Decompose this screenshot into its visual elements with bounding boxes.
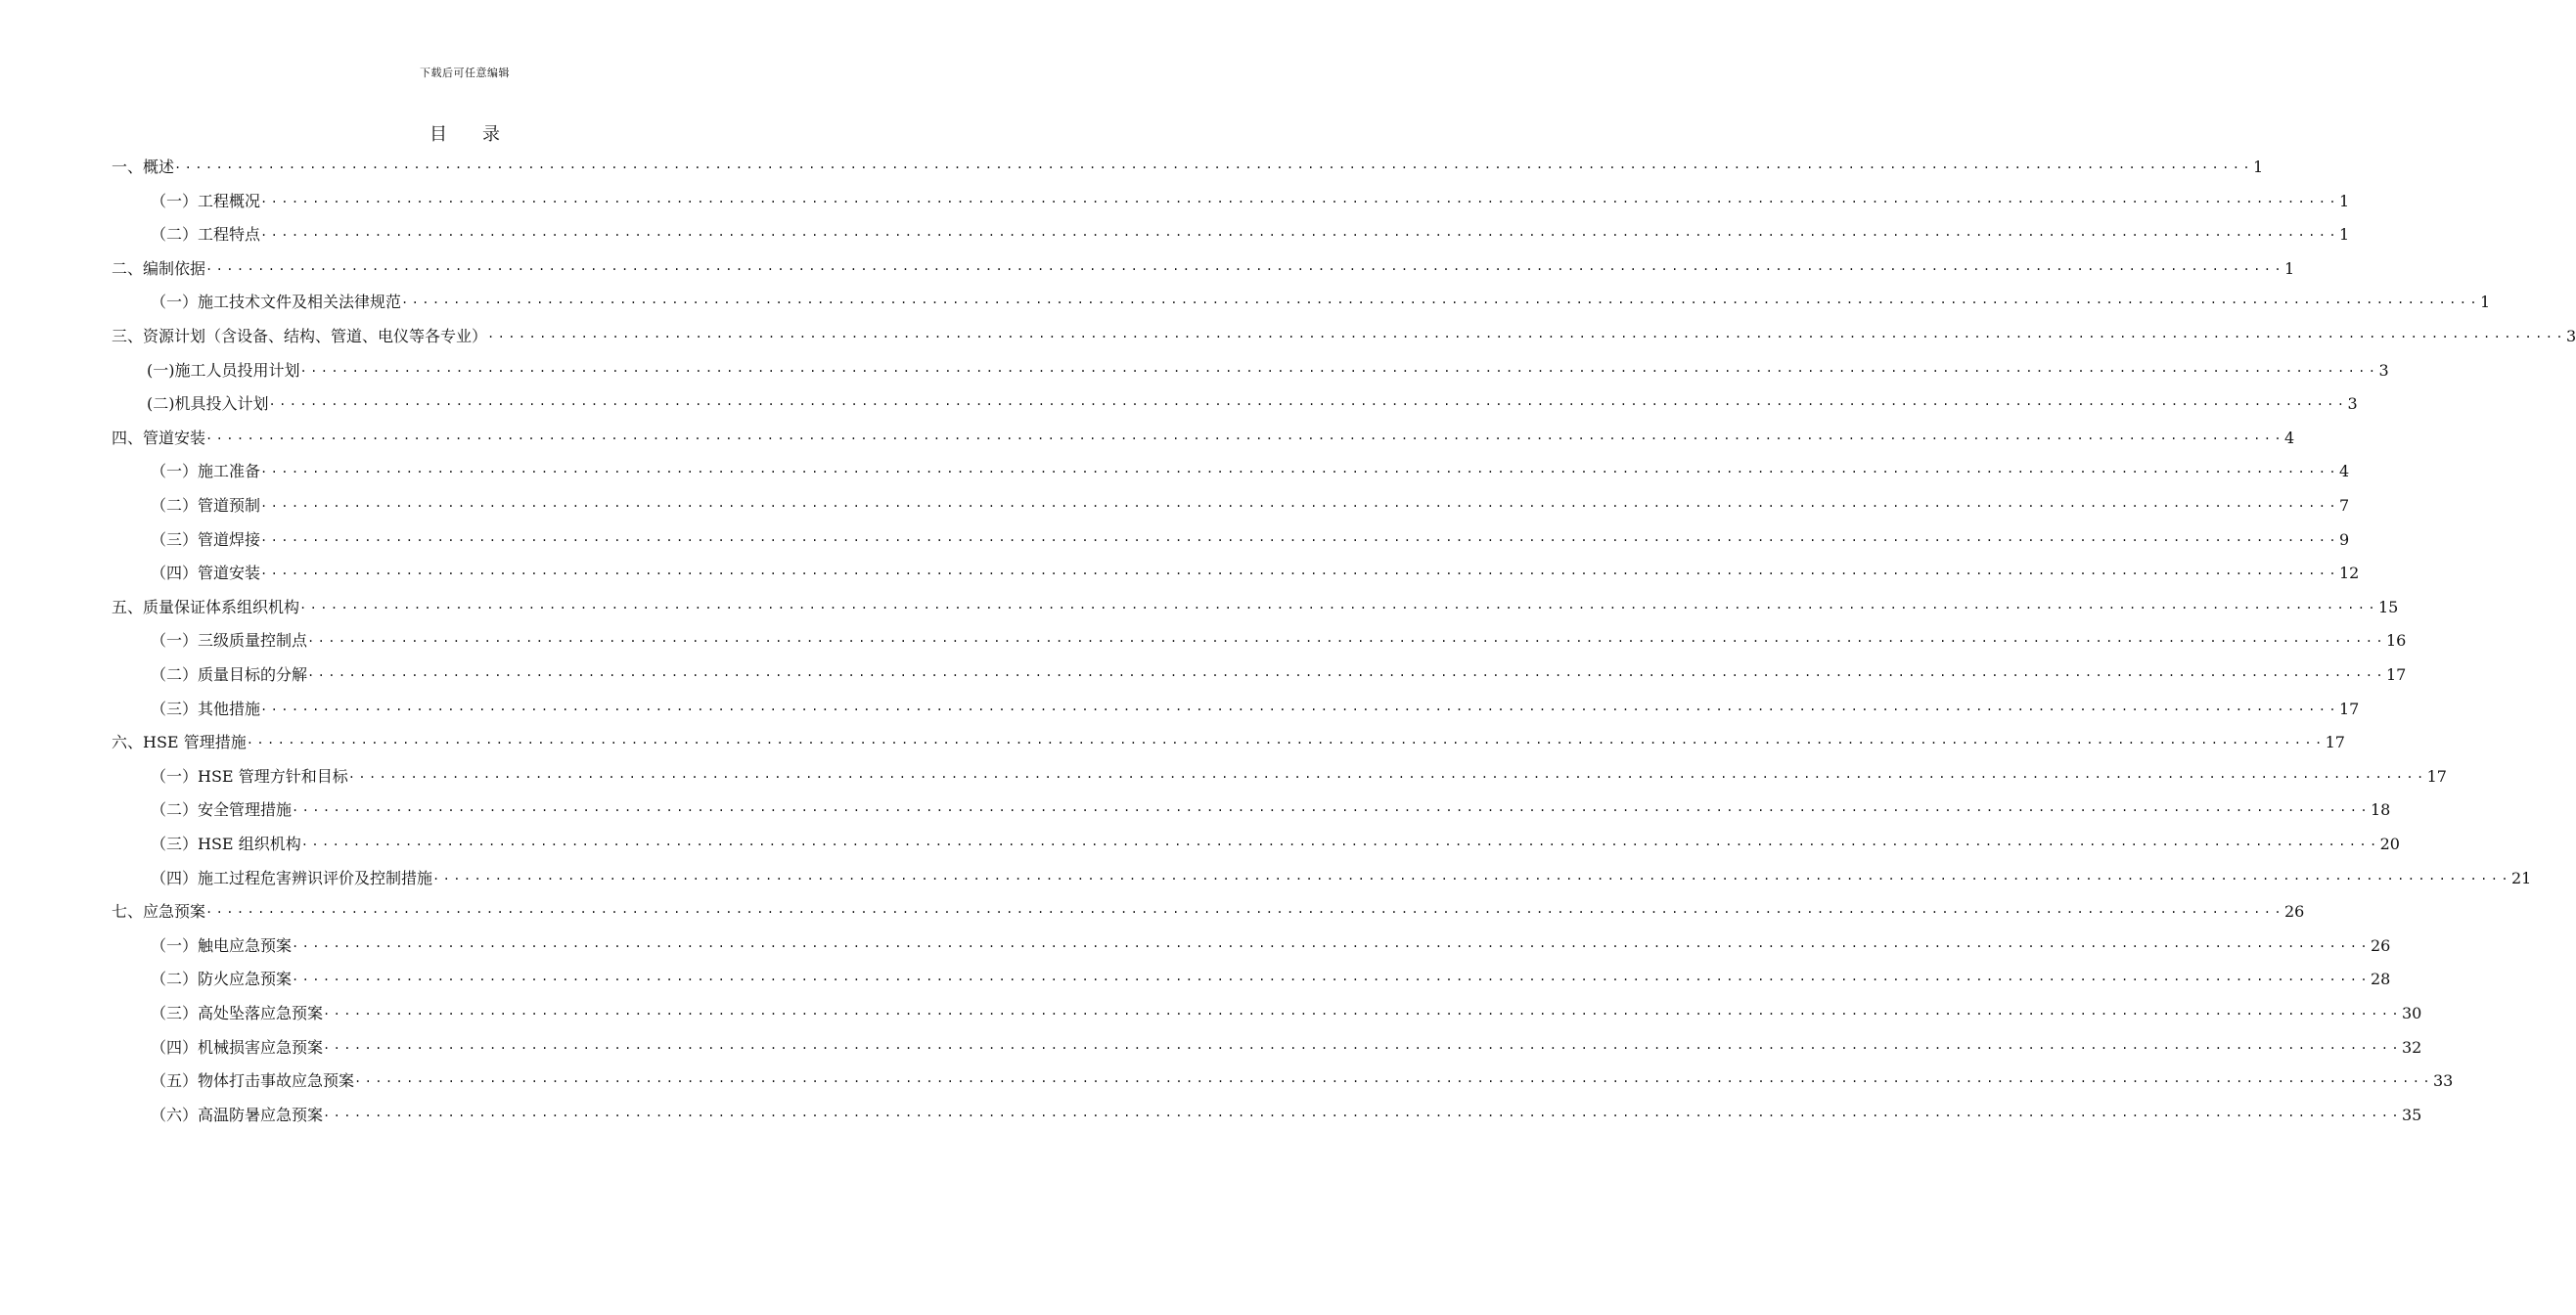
toc-entry[interactable] bbox=[112, 254, 2295, 280]
toc-entry[interactable] bbox=[151, 830, 2400, 855]
toc-entry-page-number: 30 bbox=[2401, 1004, 2422, 1022]
toc-entry-page-number: 26 bbox=[2370, 935, 2391, 955]
toc-dot-leader: ........................................................................................................................................................................................................ bbox=[292, 935, 2371, 950]
toc-entry-number: （四） bbox=[151, 1037, 199, 1057]
toc-entry-title: 施工过程危害辨识评价及控制措施 bbox=[198, 868, 433, 887]
toc-entry-page-number: 3 bbox=[2347, 394, 2358, 414]
page-header-note: 下载后可任意编辑 bbox=[420, 67, 510, 79]
toc-entry[interactable] bbox=[151, 220, 2350, 246]
toc-entry[interactable] bbox=[151, 559, 2360, 584]
toc-entry-title: 施工人员投用计划 bbox=[174, 360, 300, 380]
toc-entry[interactable] bbox=[151, 525, 2350, 551]
toc-dot-leader: ........................................................................................................................................................................................................ bbox=[354, 1071, 2433, 1086]
toc-entry-number: 七、 bbox=[112, 902, 144, 922]
toc-entry-title: 施工准备 bbox=[198, 462, 261, 481]
toc-entry-page-number: 1 bbox=[2252, 158, 2264, 176]
toc-entry[interactable] bbox=[151, 626, 2407, 652]
toc-entry[interactable] bbox=[151, 457, 2350, 482]
toc-dot-leader: ........................................................................................................................................................................................................ bbox=[205, 258, 2284, 273]
toc-entry-page-number: 3 bbox=[2378, 360, 2389, 380]
toc-entry-number: （三） bbox=[151, 529, 199, 549]
toc-entry[interactable] bbox=[112, 728, 2345, 753]
toc-entry-title: 编制依据 bbox=[143, 258, 206, 278]
toc-entry[interactable] bbox=[151, 660, 2407, 686]
toc-entry[interactable] bbox=[151, 1101, 2422, 1126]
toc-entry-page-number: 17 bbox=[2338, 699, 2360, 718]
toc-entry-number: （二） bbox=[151, 225, 199, 245]
toc-entry-title: 机具投入计划 bbox=[174, 394, 269, 414]
toc-entry[interactable] bbox=[151, 695, 2360, 720]
toc-entry-title: 防火应急预案 bbox=[198, 970, 293, 989]
toc-dot-leader: ........................................................................................................................................................................................................ bbox=[323, 1037, 2402, 1052]
toc-dot-leader: ........................................................................................................................................................................................................ bbox=[260, 225, 2339, 240]
toc-title bbox=[0, 120, 929, 146]
toc-entry[interactable] bbox=[112, 322, 2576, 347]
toc-entry-page-number: 16 bbox=[2385, 631, 2407, 651]
toc-entry-number: (二) bbox=[147, 394, 175, 414]
toc-entry-number: （二） bbox=[151, 970, 199, 989]
toc-entry-title: 三级质量控制点 bbox=[198, 631, 308, 651]
toc-entry-number: （二） bbox=[151, 665, 199, 684]
toc-entry[interactable] bbox=[151, 1033, 2422, 1059]
toc-entry-page-number: 4 bbox=[2338, 462, 2350, 481]
toc-entry-number: 六、 bbox=[112, 733, 144, 752]
toc-entry-number: （三） bbox=[151, 699, 199, 718]
toc-entry-page-number: 9 bbox=[2338, 529, 2350, 549]
toc-title-right: 录 bbox=[482, 124, 500, 145]
toc-entry-title: 高温防暑应急预案 bbox=[198, 1105, 324, 1124]
toc-dot-leader: ........................................................................................................................................................................................................ bbox=[174, 158, 2253, 171]
toc-entry-page-number: 28 bbox=[2370, 970, 2391, 989]
toc-entry-title: 工程特点 bbox=[198, 225, 261, 245]
toc-entry-title: 质量目标的分解 bbox=[198, 665, 308, 684]
toc-entry-title: 触电应急预案 bbox=[198, 935, 293, 955]
toc-dot-leader: ........................................................................................................................................................................................................ bbox=[292, 970, 2371, 984]
toc-entry[interactable] bbox=[112, 424, 2295, 449]
toc-dot-leader: ........................................................................................................................................................................................................ bbox=[401, 293, 2480, 307]
toc-entry-title: HSE 管理措施 bbox=[143, 733, 247, 752]
toc-dot-leader: ........................................................................................................................................................................................................ bbox=[246, 733, 2326, 748]
toc-entry-title: HSE 管理方针和目标 bbox=[198, 766, 348, 786]
toc-entry-number: （四） bbox=[151, 868, 199, 887]
toc-entry[interactable] bbox=[151, 864, 2532, 889]
toc-entry-page-number: 3 bbox=[2565, 327, 2576, 345]
toc-entry-title: 质量保证体系组织机构 bbox=[143, 597, 300, 616]
toc-entry-title: 管道焊接 bbox=[198, 529, 261, 549]
toc-entry-page-number: 18 bbox=[2370, 800, 2391, 820]
toc-entry-page-number: 1 bbox=[2283, 258, 2295, 278]
toc-entry-number: 二、 bbox=[112, 258, 144, 278]
toc-entry-page-number: 1 bbox=[2338, 225, 2350, 245]
toc-entry-title: 工程概况 bbox=[198, 191, 261, 210]
toc-dot-leader: ........................................................................................................................................................................................................ bbox=[292, 800, 2371, 815]
toc-entry-page-number: 12 bbox=[2338, 564, 2360, 583]
toc-title-left: 目 bbox=[429, 124, 447, 145]
toc-entry-page-number: 15 bbox=[2377, 597, 2399, 616]
toc-entry[interactable] bbox=[151, 762, 2447, 788]
toc-dot-leader: ........................................................................................................................................................................................................ bbox=[268, 394, 2348, 409]
toc-entry-title: 安全管理措施 bbox=[198, 800, 293, 820]
toc-entry-number: （四） bbox=[151, 564, 199, 583]
toc-entry-number: 五、 bbox=[112, 597, 144, 616]
toc-entry-title: 机械损害应急预案 bbox=[198, 1037, 324, 1057]
toc-entry[interactable] bbox=[112, 153, 2264, 178]
toc-entry-page-number: 32 bbox=[2401, 1037, 2422, 1057]
toc-entry[interactable] bbox=[147, 389, 2358, 415]
toc-entry-title: 管道安装 bbox=[198, 564, 261, 583]
toc-entry-number: （二） bbox=[151, 496, 199, 515]
toc-entry-title: 管道安装 bbox=[143, 428, 206, 447]
toc-entry-number: 三、 bbox=[112, 327, 144, 345]
toc-entry-page-number: 35 bbox=[2401, 1105, 2422, 1124]
toc-entry-page-number: 33 bbox=[2432, 1071, 2454, 1091]
toc-entry[interactable] bbox=[151, 795, 2391, 821]
toc-entry-title: 资源计划（含设备、结构、管道、电仪等各专业） bbox=[143, 327, 488, 345]
toc-dot-leader: ........................................................................................................................................................................................................ bbox=[260, 564, 2339, 578]
toc-entry-page-number: 17 bbox=[2426, 766, 2447, 786]
toc-entry[interactable] bbox=[151, 999, 2422, 1024]
toc-dot-leader: ........................................................................................................................................................................................................ bbox=[299, 597, 2378, 612]
toc-entry-page-number: 1 bbox=[2479, 293, 2491, 312]
toc-dot-leader: ........................................................................................................................................................................................................ bbox=[260, 699, 2339, 713]
toc-entry-title: 概述 bbox=[143, 158, 175, 176]
toc-entry[interactable] bbox=[151, 965, 2391, 990]
toc-dot-leader: ........................................................................................................................................................................................................ bbox=[260, 529, 2339, 544]
toc-entry[interactable] bbox=[112, 593, 2399, 618]
toc-entry[interactable] bbox=[151, 1066, 2454, 1092]
toc-dot-leader: ........................................................................................................................................................................................................ bbox=[307, 665, 2386, 679]
toc-entry-page-number: 1 bbox=[2338, 191, 2350, 210]
toc-entry-number: （一） bbox=[151, 766, 199, 786]
toc-entry[interactable] bbox=[151, 491, 2350, 517]
toc-entry-page-number: 21 bbox=[2510, 868, 2532, 887]
toc-dot-leader: ........................................................................................................................................................................................................ bbox=[205, 428, 2284, 442]
toc-dot-leader: ........................................................................................................................................................................................................ bbox=[323, 1004, 2402, 1018]
toc-entry-page-number: 26 bbox=[2283, 902, 2305, 922]
toc-entry-number: （二） bbox=[151, 800, 199, 820]
toc-entry-number: （一） bbox=[151, 631, 199, 651]
toc-entry-number: （一） bbox=[151, 191, 199, 210]
toc-entry-number: （一） bbox=[151, 462, 199, 481]
toc-dot-leader: ........................................................................................................................................................................................................ bbox=[432, 868, 2511, 883]
toc-dot-leader: ........................................................................................................................................................................................................ bbox=[300, 835, 2380, 848]
toc-dot-leader: ........................................................................................................................................................................................................ bbox=[347, 766, 2427, 781]
toc-entry-number: （三） bbox=[151, 835, 199, 853]
toc-dot-leader: ........................................................................................................................................................................................................ bbox=[487, 327, 2566, 340]
toc-entry-page-number: 7 bbox=[2338, 496, 2350, 515]
toc-entry-page-number: 20 bbox=[2379, 835, 2400, 853]
toc-entry-title: HSE 组织机构 bbox=[198, 835, 301, 853]
toc-entry-page-number: 17 bbox=[2325, 733, 2345, 752]
toc-entry-page-number: 4 bbox=[2283, 428, 2295, 447]
toc-dot-leader: ........................................................................................................................................................................................................ bbox=[260, 496, 2339, 510]
toc-entry[interactable] bbox=[151, 288, 2491, 313]
toc-entry-title: 其他措施 bbox=[198, 699, 261, 718]
toc-entry-title: 物体打击事故应急预案 bbox=[198, 1071, 355, 1091]
toc-entry[interactable] bbox=[147, 356, 2389, 382]
toc-entry-number: （一） bbox=[151, 935, 199, 955]
toc-dot-leader: ........................................................................................................................................................................................................ bbox=[205, 902, 2284, 917]
toc-entry-number: （三） bbox=[151, 1004, 199, 1022]
toc-entry-page-number: 17 bbox=[2385, 665, 2407, 684]
toc-entry[interactable] bbox=[151, 187, 2350, 212]
toc-entry-number: 一、 bbox=[112, 158, 144, 176]
toc-entry-number: 四、 bbox=[112, 428, 144, 447]
toc-entry-title: 施工技术文件及相关法律规范 bbox=[198, 293, 402, 312]
toc-entry-title: 管道预制 bbox=[198, 496, 261, 515]
toc-entry-number: （一） bbox=[151, 293, 199, 312]
toc-entry-number: （六） bbox=[151, 1105, 199, 1124]
toc-dot-leader: ........................................................................................................................................................................................................ bbox=[323, 1105, 2402, 1119]
toc-dot-leader: ........................................................................................................................................................................................................ bbox=[307, 631, 2386, 646]
toc-dot-leader: ........................................................................................................................................................................................................ bbox=[260, 462, 2339, 476]
toc-dot-leader: ........................................................................................................................................................................................................ bbox=[299, 360, 2379, 375]
toc-entry[interactable] bbox=[151, 931, 2391, 957]
toc-dot-leader: ........................................................................................................................................................................................................ bbox=[260, 191, 2339, 205]
toc-entry-number: (一) bbox=[147, 360, 175, 380]
toc-entry-number: （五） bbox=[151, 1071, 199, 1091]
toc-entry-title: 高处坠落应急预案 bbox=[198, 1004, 324, 1022]
toc-entry[interactable] bbox=[112, 897, 2305, 923]
toc-entry-title: 应急预案 bbox=[143, 902, 206, 922]
